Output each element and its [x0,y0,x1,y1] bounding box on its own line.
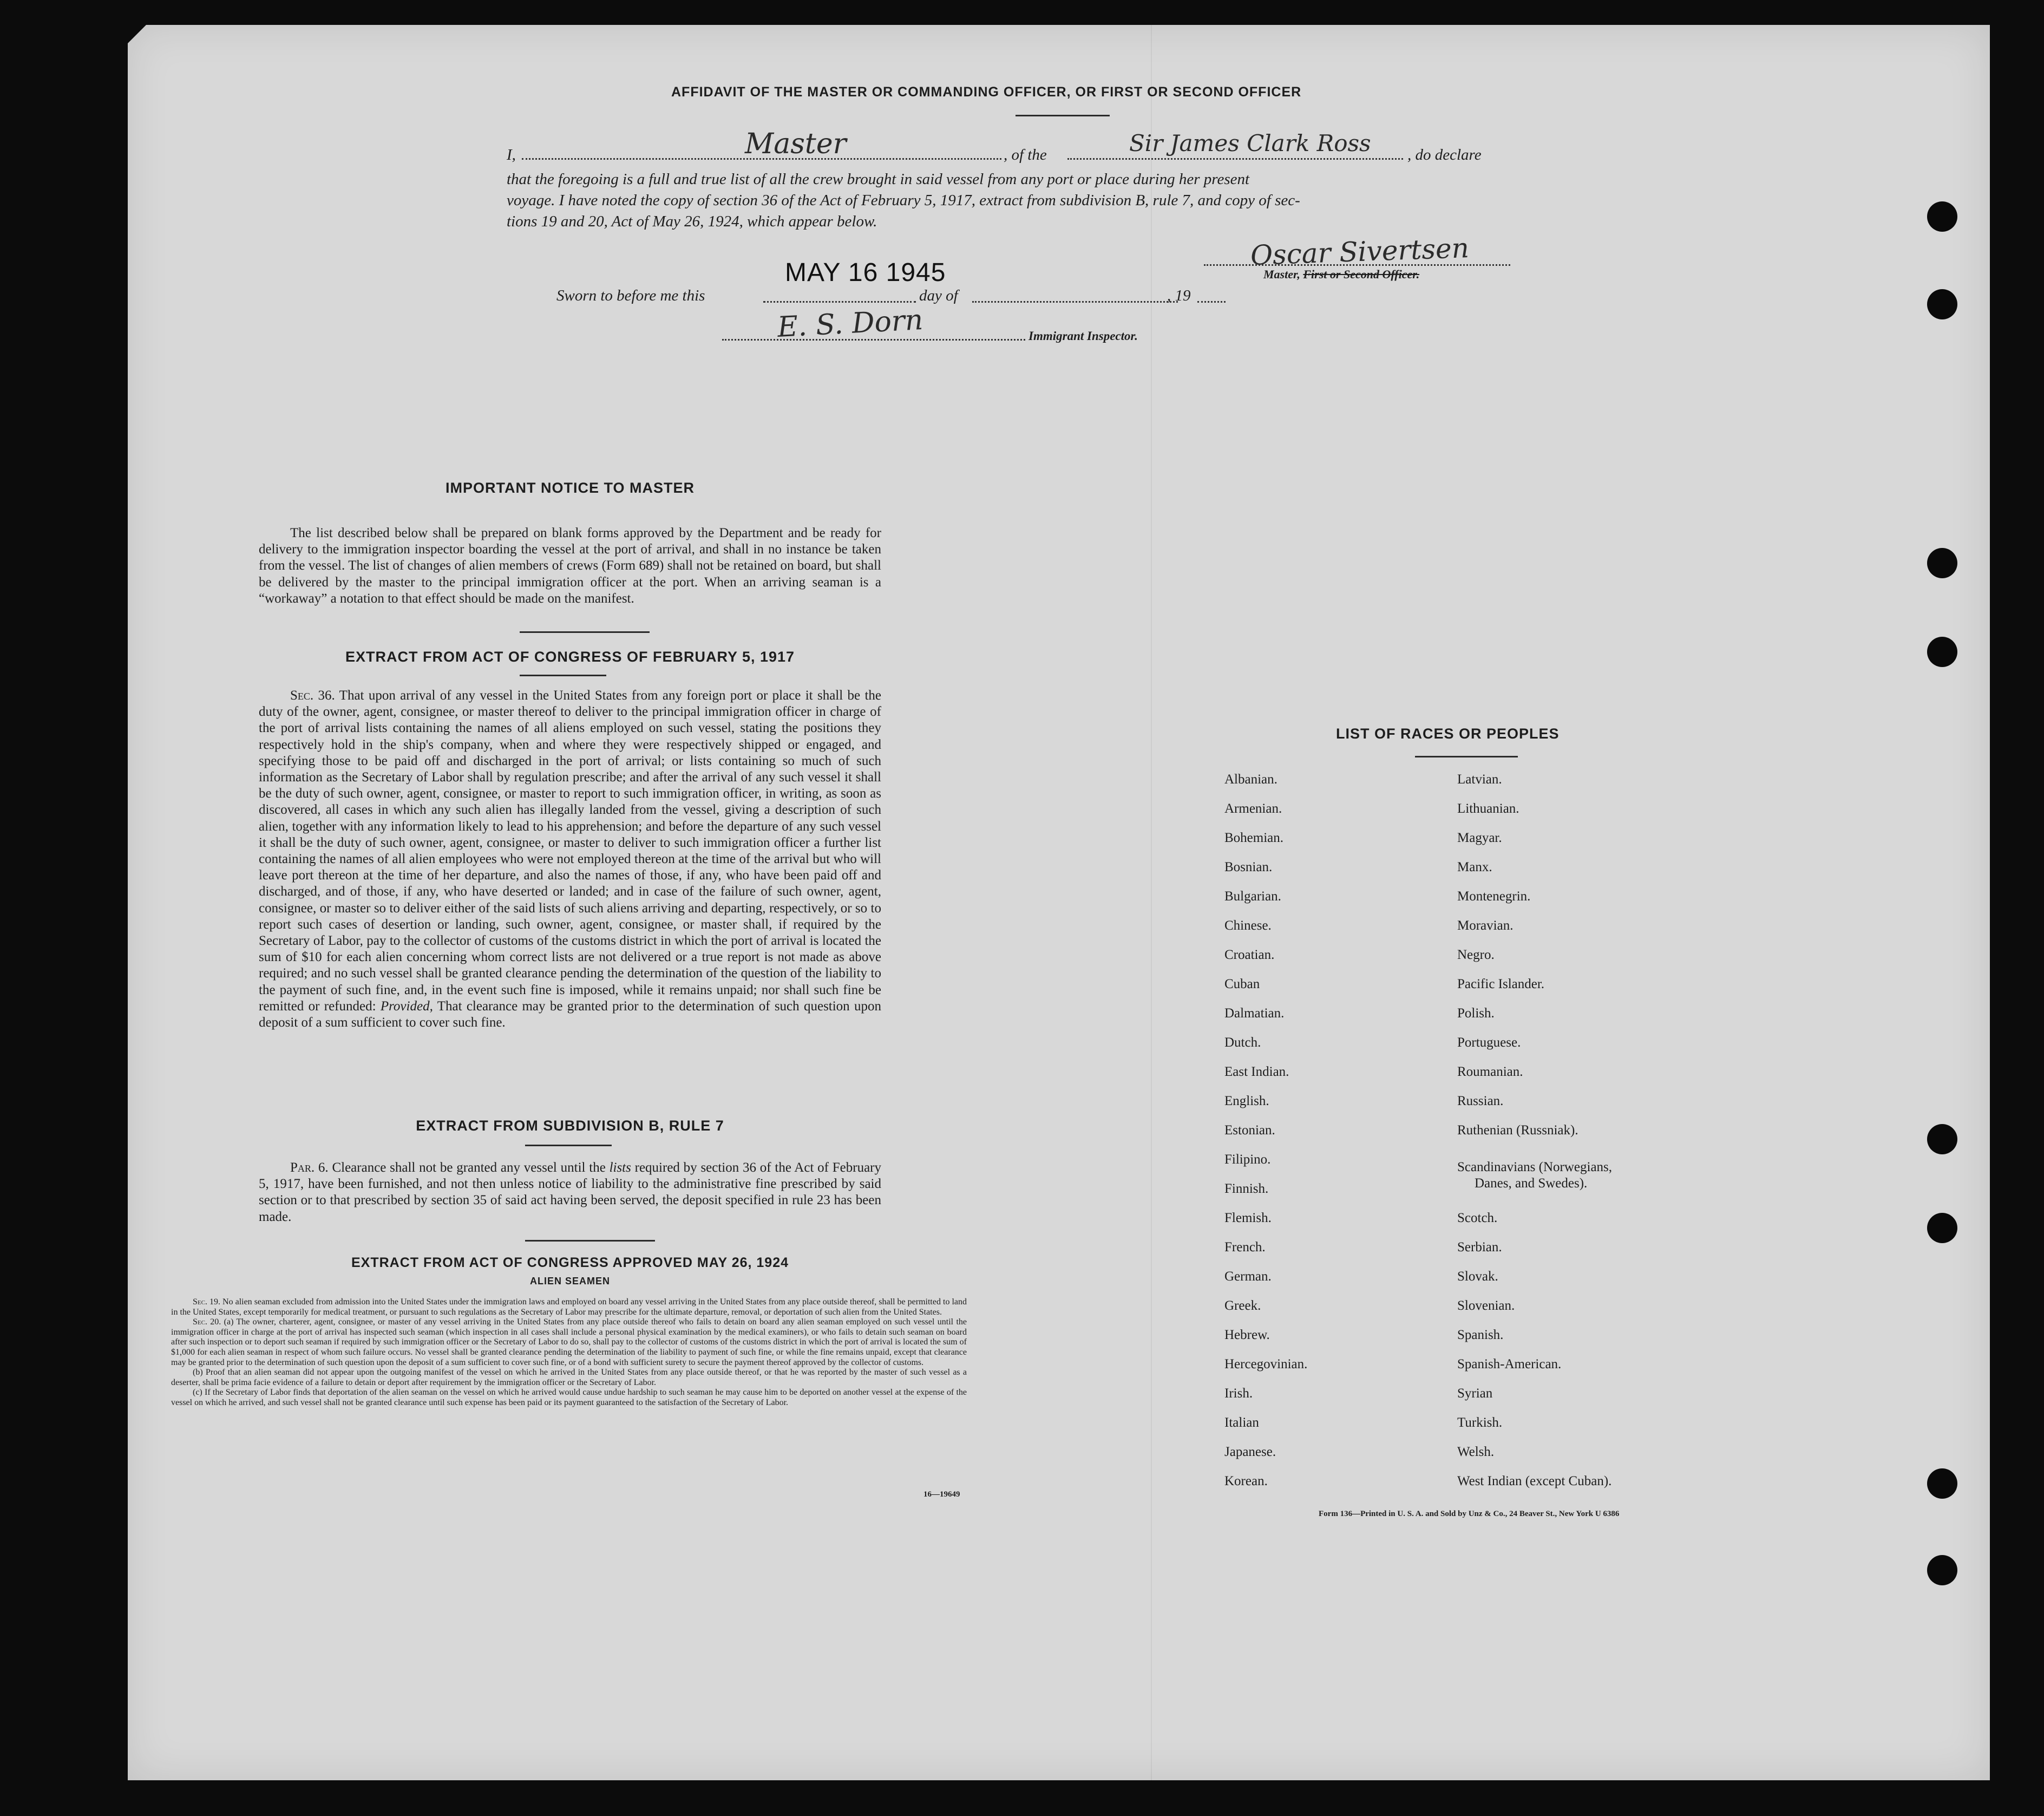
race-item: Croatian. [1224,948,1275,962]
race-item: English. [1224,1094,1269,1108]
race-item: Dalmatian. [1224,1006,1285,1021]
section-rule [525,1240,655,1242]
sec-20b-text: (b) Proof that an alien seaman did not appear upon the outgoing manifest of the vessel on which he arrived in the United States from any place outside thereof, or that he was reported by the master of such vessel as a deserter, shall be prima facie evidence of a failure to detain or deport after requirement by the immigration officer or the Secretary of Labor. [171,1368,967,1387]
race-item: Polish. [1457,1006,1495,1021]
race-item: Negro. [1457,948,1495,962]
section-rule [520,631,650,633]
sec-36-text [259,688,881,1031]
race-item: Serbian. [1457,1240,1502,1255]
dotted-line [972,301,1178,303]
race-item: Cuban [1224,977,1260,991]
notice-body [259,525,881,607]
punch-hole [1927,201,1957,232]
race-item: French. [1224,1240,1266,1255]
races-title: LIST OF RACES OR PEOPLES [1336,726,1560,742]
act-1924-subtitle: ALIEN SEAMEN [529,1276,610,1286]
par-6-label: Par. 6. [290,1160,329,1175]
race-item: Slovak. [1457,1269,1498,1284]
race-item: Estonian. [1224,1123,1275,1138]
race-item: Syrian [1457,1386,1493,1401]
sec-20c-text: (c) If the Secretary of Labor finds that deportation of the alien seaman on the vessel on which he arrived would cause undue hardship to such seaman he may cause him to be deported on another vessel at the expense of the vessel on which he arrived, and such vessel shall not be granted clearance until such expense has been paid or its payment guaranteed to the satisfaction of the Secretary of Labor. [171,1388,967,1407]
punch-hole [1927,1213,1957,1243]
race-item: German. [1224,1269,1272,1284]
act-1924-body [171,1297,967,1408]
affidavit-line-4: tions 19 and 20, Act of May 26, 1924, which appear below. [507,213,877,230]
of-the-label: , of the [1004,146,1047,164]
notice-text: The list described below shall be prepared on blank forms approved by the Department and be ready for delivery to the immigration inspector boarding the vessel at the port of arrival, and shall in no instance be taken from the vessel. The list of changes of alien members of crews (Form 689) shall not be retained on board, but shall be delivered by the master to the principal immigration officer at the port. When an arriving seaman is a “workaway” a notation to that effect should be made on the manifest. [259,526,881,606]
race-item: Pacific Islander. [1457,977,1545,991]
section-rule [1415,756,1518,757]
dotted-line [1197,301,1226,303]
race-item: Italian [1224,1415,1259,1430]
race-item: Montenegrin. [1457,889,1531,904]
section-rule [525,1145,612,1146]
race-item: Scandinavians (Norwegians, [1457,1160,1613,1174]
race-item: Chinese. [1224,918,1272,933]
i-label: I, [507,146,516,164]
inspector-caption: Immigrant Inspector. [1028,329,1138,343]
race-item: Scotch. [1457,1211,1498,1225]
handwritten-rank: Master [745,128,847,160]
race-item: Magyar. [1457,831,1502,845]
punch-hole [1927,289,1957,319]
race-item: Roumanian. [1457,1064,1523,1079]
race-item: Slovenian. [1457,1298,1515,1313]
section-rule [520,675,606,676]
page-corner [128,25,146,43]
day-of-label: day of [919,287,958,304]
race-item: Albanian. [1224,772,1277,787]
master-caption [1263,267,1419,282]
master-caption-text: Master, [1263,267,1300,281]
notice-title: IMPORTANT NOTICE TO MASTER [446,480,695,496]
punch-hole [1927,637,1957,667]
sec-19-label: Sec. 19. [193,1297,220,1307]
race-item: Danes, and Swedes). [1475,1176,1588,1191]
rule-7-body [259,1160,881,1225]
year-label: , 19 [1167,287,1191,304]
race-item: Welsh. [1457,1445,1495,1459]
race-item: Latvian. [1457,772,1502,787]
struck-officer-text: First or Second Officer. [1303,267,1420,281]
act-1917-body [259,688,881,1031]
dotted-line [763,301,916,303]
race-item: Dutch. [1224,1035,1261,1050]
affidavit-line-2: that the foregoing is a full and true list of all the crew brought in said vessel from any port or place during her present [507,171,1250,188]
race-item: Hercegovinian. [1224,1357,1308,1371]
lists-word: lists [609,1160,631,1175]
punch-hole [1927,1124,1957,1154]
race-item: Lithuanian. [1457,801,1519,816]
race-item: Bohemian. [1224,831,1284,845]
form-printer-note: Form 136—Printed in U. S. A. and Sold by Unz & Co., 24 Beaver St., New York U 6386 [1319,1510,1620,1518]
inspector-signature: E. S. Dorn [776,303,924,344]
race-item: Moravian. [1457,918,1514,933]
act-1917-title: EXTRACT FROM ACT OF CONGRESS OF FEBRUARY 5, 1917 [345,649,795,665]
affidavit-title: AFFIDAVIT OF THE MASTER OR COMMANDING OFFICER, OR FIRST OR SECOND OFFICER [671,84,1302,100]
sec-20a-body: (a) The owner, charterer, agent, consignee, or master of any vessel arriving in the United States from any place outside thereof who fails to detain on board any alien seaman employed on such vessel until the immigration officer in charge at the port of arrival has inspected such seaman (which inspection in all cases shall include a personal physical examination by the medical examiners), or who fails to detain such seaman on board after such inspection or to deport such seaman if required by such immigration officer or the Secretary of Labor to do so, shall pay to the collector of customs of the customs district in which the port of arrival is located the sum of $1,000 for each alien seaman in respect of whom such failure occurs. No vessel shall be granted clearance pending the determination of the liability to payment of such fine, or while the fine remains unpaid, except that clearance may be granted prior to the determination of such question upon the deposit of a sum sufficient to cover such fine, or of a bond with sufficient surety to secure the payment thereof approved by the collector of customs. [171,1317,967,1367]
par-6-text [259,1160,881,1225]
rule-7-title: EXTRACT FROM SUBDIVISION B, RULE 7 [416,1118,724,1134]
punch-hole [1927,1555,1957,1585]
provided-word: Provided, [380,998,433,1014]
race-item: Korean. [1224,1474,1268,1488]
affidavit-line-1 [507,128,1541,172]
race-item: Ruthenian (Russniak). [1457,1123,1578,1138]
race-item: Bulgarian. [1224,889,1281,904]
dotted-line [1204,264,1510,266]
race-item: Turkish. [1457,1415,1503,1430]
date-stamp: MAY 16 1945 [785,258,946,287]
race-item: Japanese. [1224,1445,1276,1459]
sec-36-body: That upon arrival of any vessel in the United States from any foreign port or place it shall be the duty of the owner, agent, consignee, or master thereof to deliver to the principal immigration officer in charge of the port of arrival lists containing the names of all aliens employed on such vessel, stating the positions they respectively hold in the ship's company, when and where they were respectively shipped or engaged, and specifying those to be paid off and discharged in the port of arrival; or lists containing so much of such information as the Secretary of Labor shall by regulation prescribe; and after the arrival of any such vessel it shall be the duty of such owner, agent, consignee, or master to report to such immigration officer, in writing, as soon as discovered, all cases in which any such alien has illegally landed from the vessel, giving a description of such alien, together with any information likely to lead to his apprehension; and before the departure of any such vessel it shall be the duty of such owner, agent, consignee, or master to deliver to such immigration officer a further list containing the names of all alien employees who were not employed thereon at the time of the arrival but who will leave port thereon at the time of her departure, and also the names of those, if any, who have been paid off and discharged, and of those, if any, who have deserted or landed; and in case of the failure of such owner, agent, consignee, or master so to deliver either of the said lists of such aliens arriving and departing, respectively, or so to report such cases of desertion or landing, such owner, agent, consignee, or master shall, if required by the Secretary of Labor, pay to the collector of customs of the customs district in which the port of arrival is located the sum of $10 for each alien concerning whom correct lists are not delivered or a true report is not made as above required; and no such vessel shall be granted clearance pending the determination of the question of the liability to the payment of such fine, and, in the event such fine is imposed, while it remains unpaid; nor shall such fine be remitted or refunded: [259,688,882,1014]
race-item: Finnish. [1224,1181,1269,1196]
sec-19-body: No alien seaman excluded from admission into the United States under the immigration laws and employed on board any vessel arriving in the United States from any place outside thereof, shall be permitted to land in the United States, except temporarily for medical treatment, or pursuant to such regulations as the Secretary of Labor may prescribe for the ultimate departure, removal, or deportation of such alien from the United States. [171,1297,967,1317]
race-item: Flemish. [1224,1211,1272,1225]
affidavit-line-3: voyage. I have noted the copy of section 36 of the Act of February 5, 1917, extract from subdivision B, rule 7, and copy of sec- [507,192,1300,209]
race-item: Manx. [1457,860,1492,874]
race-item: Hebrew. [1224,1328,1270,1342]
sec-36-end: That clearance may be granted prior to the determination of such question upon deposit of a sum sufficient to cover such fine. [259,998,881,1030]
sec-20a-text [171,1317,967,1368]
race-item: Armenian. [1224,801,1282,816]
par-6-body-b: required by section 36 of the Act of February 5, 1917, have been furnished, and not then unless notice of liability to the administrative fine prescribed by said section or to that prescribed by section 35 of said act having been served, the deposit specified in rule 23 has been made. [259,1160,881,1224]
sec-36-label: Sec. 36. [290,688,335,703]
race-item: West Indian (except Cuban). [1457,1474,1612,1488]
race-item: Spanish. [1457,1328,1504,1342]
race-item: Irish. [1224,1386,1253,1401]
sec-20-label: Sec. 20. [193,1317,221,1327]
race-item: Russian. [1457,1094,1504,1108]
race-item: Portuguese. [1457,1035,1521,1050]
print-code: 16—19649 [923,1490,960,1499]
punch-hole [1927,548,1957,578]
par-6-body-a: Clearance shall not be granted any vessel until the [332,1160,606,1175]
race-item: Spanish-American. [1457,1357,1562,1371]
race-item: Bosnian. [1224,860,1273,874]
dotted-line [1067,158,1403,160]
punch-hole [1927,1468,1957,1499]
race-item: Filipino. [1224,1152,1271,1167]
affidavit-body [507,169,1541,232]
do-declare-label: , do declare [1407,146,1482,164]
sec-19-text [171,1297,967,1317]
act-1924-title: EXTRACT FROM ACT OF CONGRESS APPROVED MAY 26, 1924 [351,1255,789,1270]
sworn-label: Sworn to before me this [556,287,705,304]
handwritten-vessel: Sir James Clark Ross [1129,130,1371,156]
master-signature: Oscar Sivertsen [1250,232,1470,272]
race-item: East Indian. [1224,1064,1289,1079]
race-item: Greek. [1224,1298,1261,1313]
dotted-line [722,339,1025,341]
title-rule [1016,115,1110,116]
